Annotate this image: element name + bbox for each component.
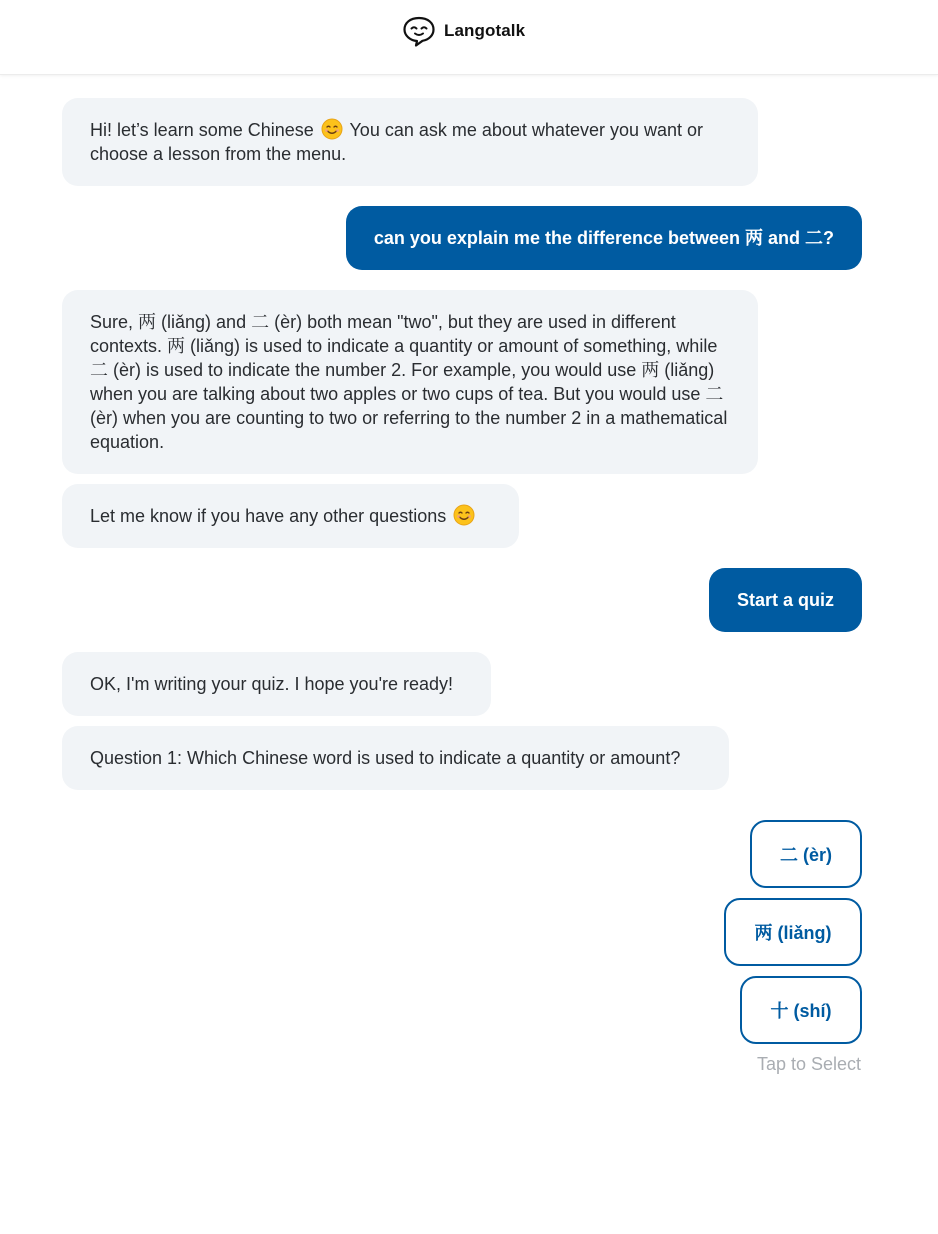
message-text: Start a quiz (736, 590, 834, 610)
message-text: Sure, 两 (liǎng) and 二 (èr) both mean "two", but they are used in different contexts. 两 (liǎng) is used to indicate a quantity or amount of something, while 二 (èr) is used to indicate the number 2. For example, you would use 两 (liǎng) when you are talking about two apples or two cups of tea. But you would use 二 (èr) when you are counting to two or referring to the number 2 in a mathematical equation. (90, 312, 728, 452)
user-message (709, 568, 862, 632)
message-text: can you explain me the difference between 两 and 二? (373, 228, 834, 248)
speech-bubble-face-icon (402, 15, 436, 47)
message-text: Hi! let’s learn some Chinese (90, 120, 319, 140)
bot-message (62, 98, 758, 186)
smiling-face-emoji-icon (453, 504, 475, 526)
app-header (0, 0, 938, 75)
bot-message (62, 484, 519, 548)
app-name: Langotalk (444, 21, 526, 40)
tap-to-select-hint: Tap to Select (756, 1054, 861, 1074)
smiling-face-emoji-icon (321, 118, 343, 140)
brand-logo[interactable] (402, 14, 525, 48)
bot-message (62, 652, 491, 716)
quiz-question (62, 726, 729, 790)
quiz-option-liang[interactable]: 两 (liǎng) (724, 898, 862, 966)
quiz-option-shi[interactable]: 十 (shí) (740, 976, 862, 1044)
message-text: OK, I'm writing your quiz. I hope you're ready! (90, 674, 454, 694)
bot-message (62, 290, 758, 474)
quiz-option-er[interactable]: 二 (èr) (750, 820, 862, 888)
message-text: Let me know if you have any other questions (90, 506, 452, 526)
message-text: Question 1: Which Chinese word is used to indicate a quantity or amount? (90, 748, 681, 768)
message-text: You can ask me about whatever you want or choose a lesson from the menu. (90, 120, 704, 164)
user-message (346, 206, 862, 270)
